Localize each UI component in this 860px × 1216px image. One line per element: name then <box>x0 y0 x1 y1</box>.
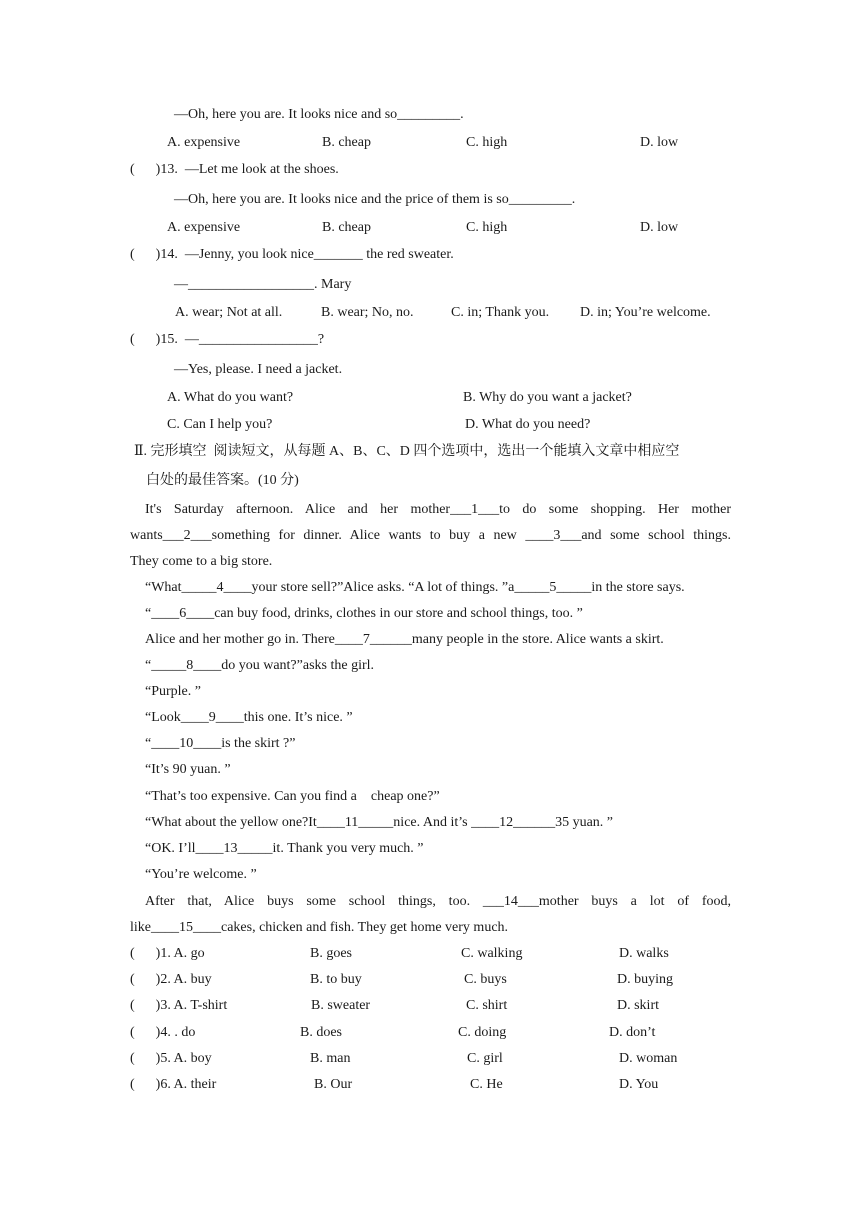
q13-option-a: A. expensive <box>167 220 241 235</box>
q12-option-b: B. cheap <box>322 135 371 150</box>
cloze-q1-stem: ( )1. A. go <box>130 946 205 961</box>
q12-option-c: C. high <box>466 135 508 150</box>
q15-option-c: C. Can I help you? <box>167 417 273 432</box>
cloze-q1-option-d: D. walks <box>619 946 669 961</box>
passage-dialogue-1: “What_____4____your store sell?”Alice asks. “A lot of things. ”a_____5_____in the store says. <box>145 580 685 595</box>
q15-option-d: D. What do you need? <box>465 417 591 432</box>
q14-option-c: C. in; Thank you. <box>451 305 550 320</box>
passage-dialogue-6: “____10____is the skirt ?” <box>145 736 296 751</box>
passage-dialogue-10: “OK. I’ll____13_____it. Thank you very much. ” <box>145 841 424 856</box>
q14-answer-line: —__________________. Mary <box>174 277 352 292</box>
cloze-q3-option-c: C. shirt <box>466 998 508 1013</box>
q14-stem: ( )14. —Jenny, you look nice_______ the red sweater. <box>130 247 454 262</box>
cloze-q2-option-d: D. buying <box>617 972 673 987</box>
q13-answer-line: —Oh, here you are. It looks nice and the price of them is so_________. <box>174 192 576 207</box>
cloze-q2-option-b: B. to buy <box>310 972 362 987</box>
cloze-q1-option-c: C. walking <box>461 946 523 961</box>
q14-option-b: B. wear; No, no. <box>321 305 414 320</box>
cloze-q6-option-b: B. Our <box>314 1077 353 1092</box>
passage-p1-line1: It's Saturday afternoon. Alice and her mother___1___to do some shopping. Her mother <box>145 502 731 517</box>
cloze-q4-stem: ( )4. . do <box>130 1025 196 1040</box>
section2-heading-line1: Ⅱ. 完形填空 阅读短文，从每题 A、B、C、D 四个选项中，选出一个能填入文章中相应空 <box>134 444 680 459</box>
cloze-q5-option-b: B. man <box>310 1051 351 1066</box>
q13-stem: ( )13. —Let me look at the shoes. <box>130 162 339 177</box>
cloze-q6-stem: ( )6. A. their <box>130 1077 217 1092</box>
passage-p3-line1: After that, Alice buys some school things, too. ___14___mother buys a lot of food, <box>145 894 731 909</box>
cloze-q5-option-c: C. girl <box>467 1051 503 1066</box>
cloze-q4-option-b: B. does <box>300 1025 342 1040</box>
passage-dialogue-4: “Purple. ” <box>145 684 201 699</box>
q12-answer-line: —Oh, here you are. It looks nice and so_________. <box>174 107 464 122</box>
passage-dialogue-8: “That’s too expensive. Can you find a cheap one?” <box>145 789 440 804</box>
cloze-q2-option-c: C. buys <box>464 972 507 987</box>
q15-answer-line: —Yes, please. I need a jacket. <box>174 362 343 377</box>
q15-stem: ( )15. —_________________? <box>130 332 325 347</box>
passage-p3-line2: like____15____cakes, chicken and fish. They get home very much. <box>130 920 509 935</box>
q12-option-d: D. low <box>640 135 679 150</box>
passage-dialogue-2: “____6____can buy food, drinks, clothes in our store and school things, too. ” <box>145 606 583 621</box>
cloze-q1-option-b: B. goes <box>310 946 352 961</box>
cloze-q4-option-c: C. doing <box>458 1025 507 1040</box>
q14-option-d: D. in; You’re welcome. <box>580 305 711 320</box>
cloze-q4-option-d: D. don’t <box>609 1025 656 1040</box>
passage-dialogue-9: “What about the yellow one?It____11_____nice. And it’s ____12______35 yuan. ” <box>145 815 614 830</box>
q15-option-b: B. Why do you want a jacket? <box>463 390 632 405</box>
cloze-q3-option-b: B. sweater <box>311 998 371 1013</box>
cloze-q3-stem: ( )3. A. T-shirt <box>130 998 228 1013</box>
cloze-q5-stem: ( )5. A. boy <box>130 1051 212 1066</box>
q13-option-d: D. low <box>640 220 679 235</box>
q12-option-a: A. expensive <box>167 135 241 150</box>
section2-heading-line2: 白处的最佳答案。(10 分) <box>146 473 299 488</box>
q13-option-b: B. cheap <box>322 220 371 235</box>
passage-p1-line2: wants___2___something for dinner. Alice wants to buy a new ____3___and some school things. <box>130 528 731 543</box>
passage-p2: Alice and her mother go in. There____7______many people in the store. Alice wants a skirt. <box>145 632 664 647</box>
cloze-q6-option-c: C. He <box>470 1077 503 1092</box>
passage-p1-line3: They come to a big store. <box>130 554 273 569</box>
cloze-q5-option-d: D. woman <box>619 1051 678 1066</box>
cloze-q6-option-d: D. You <box>619 1077 659 1092</box>
passage-dialogue-5: “Look____9____this one. It’s nice. ” <box>145 710 353 725</box>
cloze-q3-option-d: D. skirt <box>617 998 659 1013</box>
passage-dialogue-7: “It’s 90 yuan. ” <box>145 762 231 777</box>
q14-option-a: A. wear; Not at all. <box>175 305 283 320</box>
passage-dialogue-11: “You’re welcome. ” <box>145 867 257 882</box>
cloze-q2-stem: ( )2. A. buy <box>130 972 212 987</box>
passage-dialogue-3: “_____8____do you want?”asks the girl. <box>145 658 375 673</box>
q13-option-c: C. high <box>466 220 508 235</box>
q15-option-a: A. What do you want? <box>167 390 294 405</box>
